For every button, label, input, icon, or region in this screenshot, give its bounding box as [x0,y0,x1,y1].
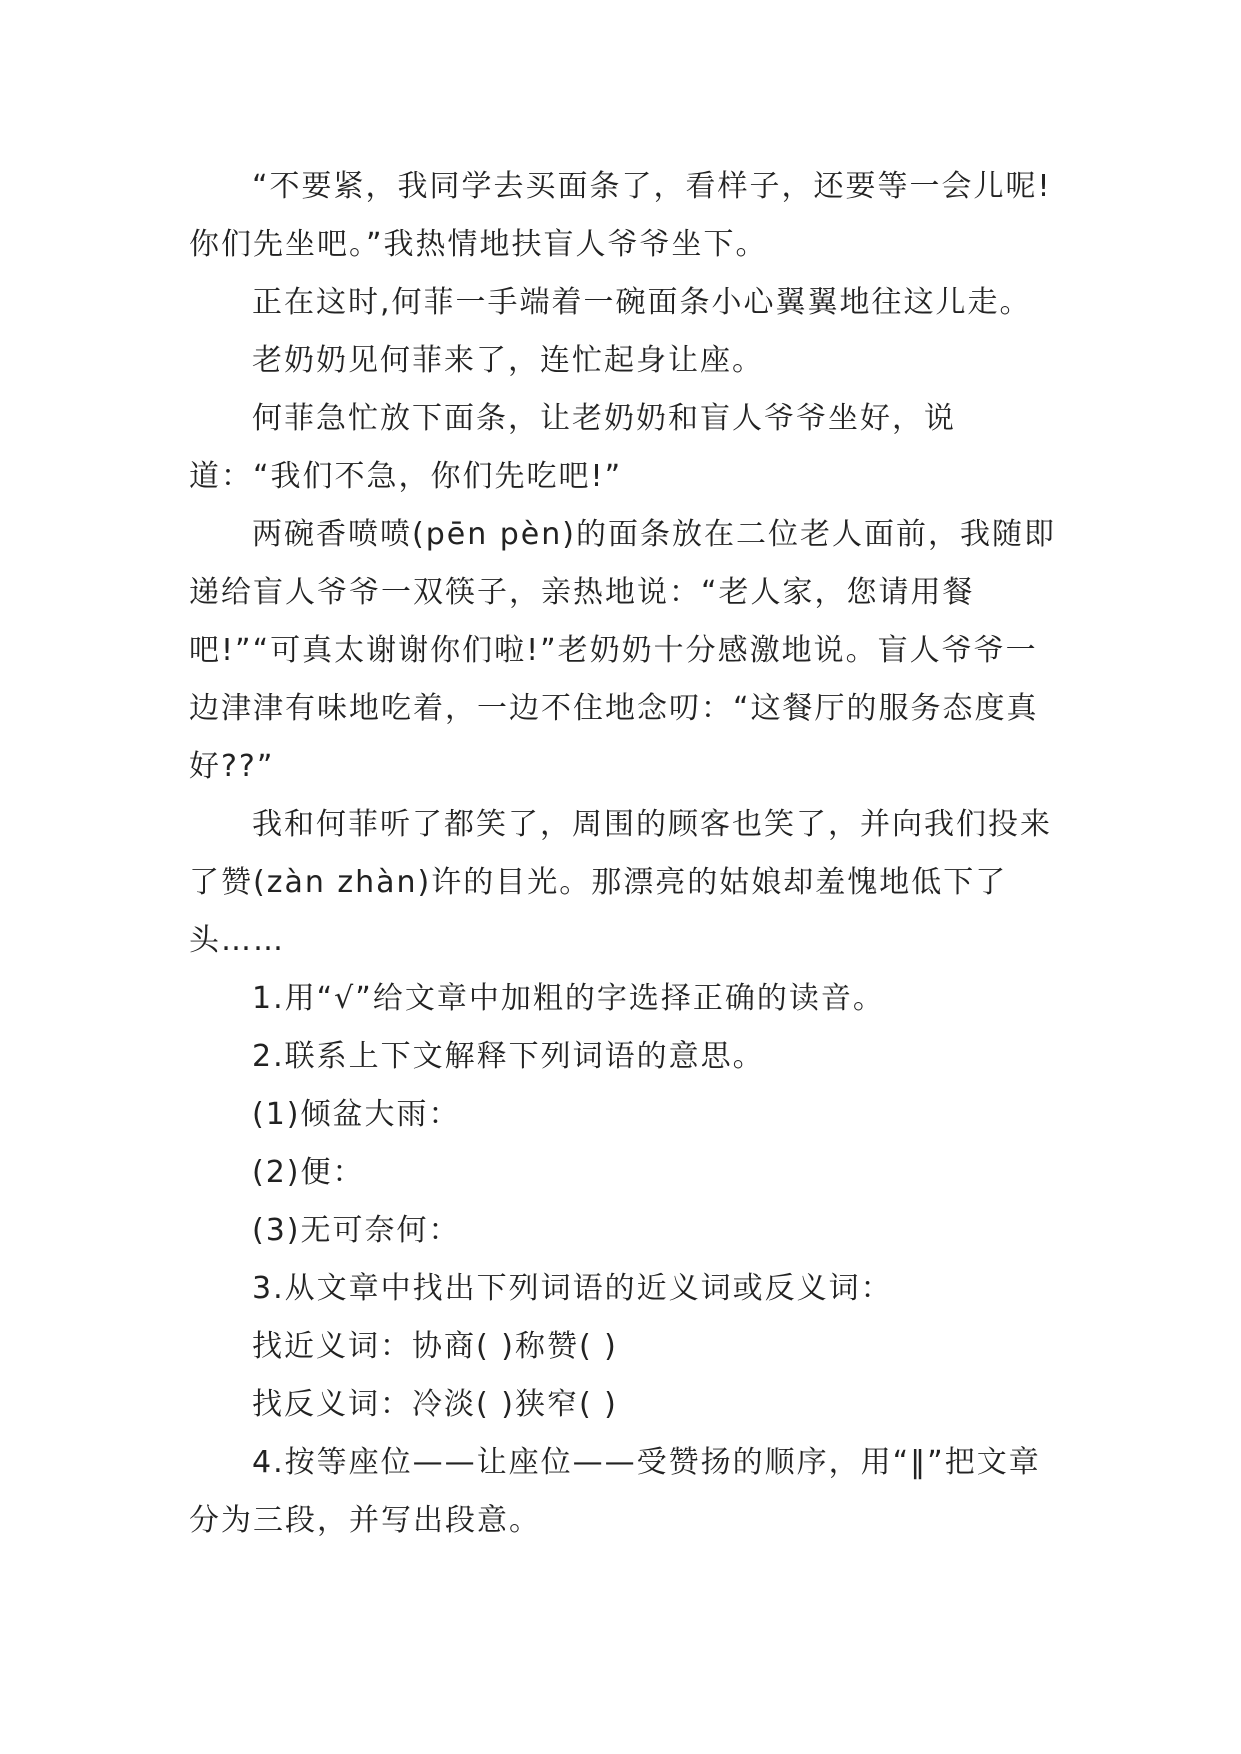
document-body [189,158,1059,1550]
paragraph-1: “不要紧，我同学去买面条了，看样子，还要等一会儿呢!你们先坐吧。”我热情地扶盲人爷爷坐下。 [189,169,1052,262]
question-2-item-2: (2)便： [252,1155,365,1190]
question-2: 2.联系上下文解释下列词语的意思。 [252,1039,765,1074]
question-4: 4.按等座位——让座位——受赞扬的顺序，用“‖”把文章分为三段，并写出段意。 [189,1445,1041,1538]
paragraph-5: 两碗香喷喷(pēn pèn)的面条放在二位老人面前，我随即递给盲人爷爷一双筷子，亲热地说：“老人家，您请用餐吧!”“可真太谢谢你们啦!”老奶奶十分感激地说。盲人爷爷一边津津有味地吃着，一边不住地念叨：“这餐厅的服务态度真好??” [189,517,1056,784]
paragraph-6: 我和何菲听了都笑了，周围的顾客也笑了，并向我们投来了赞(zàn zhàn)许的目光。那漂亮的姑娘却羞愧地低下了头…… [189,807,1052,958]
question-2-item-1: (1)倾盆大雨： [252,1097,461,1132]
question-3-synonyms: 找近义词：协商( )称赞( ) [252,1329,618,1364]
paragraph-2: 正在这时,何菲一手端着一碗面条小心翼翼地往这儿走。 [252,285,1032,320]
paragraph-4: 何菲急忙放下面条，让老奶奶和盲人爷爷坐好，说道：“我们不急，你们先吃吧!” [189,401,956,494]
paragraph-3: 老奶奶见何菲来了，连忙起身让座。 [252,343,764,378]
question-3-antonyms: 找反义词：冷淡( )狭窄( ) [252,1387,618,1422]
question-3: 3.从文章中找出下列词语的近义词或反义词： [252,1271,893,1306]
question-1: 1.用“√”给文章中加粗的字选择正确的读音。 [252,981,885,1016]
question-2-item-3: (3)无可奈何： [252,1213,461,1248]
